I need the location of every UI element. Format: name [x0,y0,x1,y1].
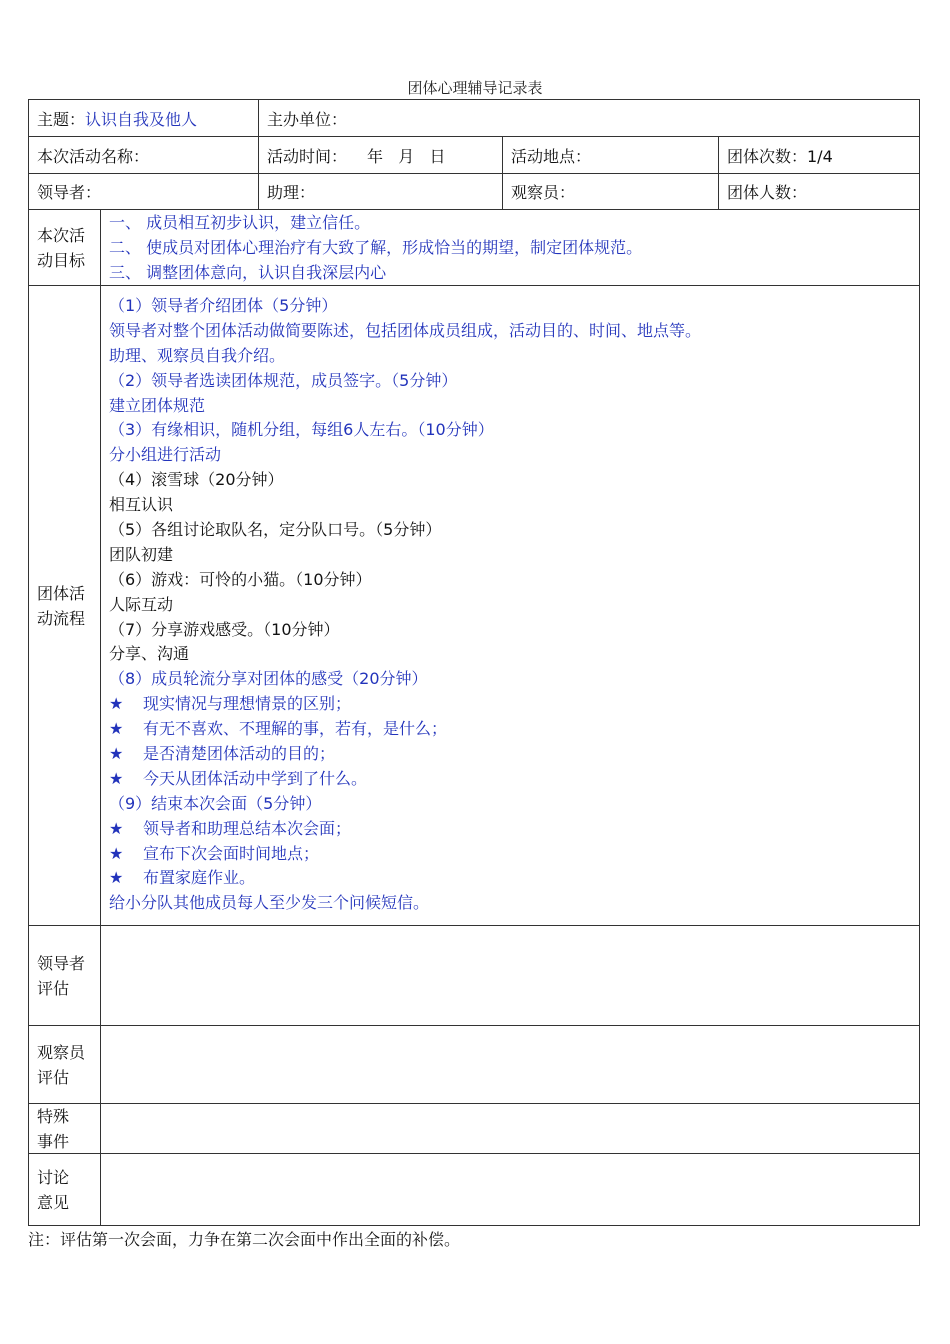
leader-eval-label: 领导者评估 [29,926,101,1025]
process-line-text: 是否清楚团体活动的目的； [143,744,336,764]
leader-eval-content[interactable] [101,926,919,1025]
process-line-text: 人际互动 [109,594,174,614]
assistant-label: 助理： [267,183,316,202]
process-line [109,593,911,618]
process-line [109,792,911,817]
process-line-text: 团队初建 [109,544,174,564]
process-line [109,891,911,916]
process-line [109,842,911,867]
header-row-people [28,173,920,209]
process-line-text: 现实情况与理想情景的区别； [143,694,352,714]
header-row-activity [28,136,920,173]
process-line-text: 有无不喜欢、不理解的事，若有，是什么； [143,719,448,739]
process-line-text: （6）游戏：可怜的小猫。（10分钟） [109,569,372,589]
activity-name-label: 本次活动名称： [37,146,150,166]
process-line-text: 宣布下次会面时间地点； [143,843,320,863]
time-cell [259,137,503,173]
process-line-text: 分小组进行活动 [109,445,222,465]
star-icon: ★ [109,744,124,764]
members-cell [719,174,919,209]
goals-content [101,210,919,285]
session-label: 团体次数：1/4 [727,146,833,166]
process-line-text: 今天从团体活动中学到了什么。 [143,768,368,788]
process-line-text: （8）成员轮流分享对团体的感受（20分钟） [109,669,428,689]
process-line [109,667,911,692]
observer-eval-row [28,1025,920,1103]
process-line [109,543,911,568]
star-icon: ★ [109,719,124,739]
table-bottom-border [28,1225,920,1226]
special-events-row [28,1103,920,1153]
special-events-label: 特殊事件 [29,1104,101,1153]
host-cell [259,100,919,136]
process-line-text: 领导者对整个团体活动做简要陈述，包括团体成员组成，活动目的、时间、地点等。 [109,320,702,340]
observer-cell [503,174,719,209]
process-line [109,618,911,643]
leader-label: 领导者： [37,183,102,202]
goals-label: 本次活动目标 [29,210,101,285]
goals-row [28,209,920,285]
footnote: 注：评估第一次会面，力争在第二次会面中作出全面的补偿。 [28,1230,461,1249]
session-cell [719,137,919,173]
star-icon: ★ [109,768,124,788]
process-line [109,717,911,742]
process-line-text: 给小分队其他成员每人至少发三个问候短信。 [109,893,430,913]
header-row-topic [28,99,920,136]
process-line [109,493,911,518]
goal-item: 一、 成员相互初步认识，建立信任。 [109,213,371,232]
process-line [109,468,911,493]
process-row [28,285,920,925]
process-line [109,294,911,319]
goal-item: 二、 使成员对团体心理治疗有大致了解，形成恰当的期望，制定团体规范。 [109,237,643,257]
leader-eval-row [28,925,920,1025]
discussion-label: 讨论意见 [29,1154,101,1226]
process-line-text: 建立团体规范 [109,395,206,415]
process-line [109,443,911,468]
process-line-text: （7）分享游戏感受。（10分钟） [109,619,340,639]
process-line [109,767,911,792]
special-events-content[interactable] [101,1104,919,1153]
process-line [109,817,911,842]
time-label: 活动时间： [267,146,348,166]
process-line [109,319,911,344]
observer-eval-label: 观察员评估 [29,1026,101,1103]
process-line [109,742,911,767]
process-content [101,286,919,925]
process-line-text: （2）领导者选读团体规范，成员签字。（5分钟） [109,370,458,390]
process-line-text: 助理、观察员自我介绍。 [109,345,286,365]
star-icon: ★ [109,694,124,714]
process-line-text: （1）领导者介绍团体（5分钟） [109,296,338,315]
discussion-content[interactable] [101,1154,919,1226]
discussion-row [28,1153,920,1226]
process-line [109,866,911,891]
topic-value: 认识自我及他人 [85,109,198,129]
time-value: 年 月 日 [367,146,446,166]
process-label: 团体活动流程 [29,286,101,925]
place-label: 活动地点： [511,146,592,166]
members-label: 团体人数： [727,183,808,202]
goal-item: 三、 调整团体意向，认识自我深层内心 [109,262,387,282]
assistant-cell [259,174,503,209]
document-title: 团体心理辅导记录表 [407,79,543,97]
star-icon: ★ [109,843,124,863]
process-line [109,518,911,543]
process-line-text: 相互认识 [109,495,174,515]
process-line-text: 布置家庭作业。 [143,868,256,888]
activity-name-cell [29,137,259,173]
star-icon: ★ [109,868,124,888]
process-line [109,344,911,369]
process-line-text: （9）结束本次会面（5分钟） [109,793,322,813]
place-cell [503,137,719,173]
star-icon: ★ [109,818,124,838]
process-line-text: （5）各组讨论取队名，定分队口号。（5分钟） [109,520,442,540]
process-line [109,394,911,419]
process-line [109,369,911,394]
observer-label: 观察员： [511,183,576,202]
leader-cell [29,174,259,209]
process-line [109,642,911,667]
observer-eval-content[interactable] [101,1026,919,1103]
topic-label: 主题： [37,109,86,129]
process-line [109,568,911,593]
process-line-text: （3）有缘相识，随机分组，每组6人左右。（10分钟） [109,420,494,440]
process-line-text: 分享、沟通 [109,644,190,664]
process-line-text: 领导者和助理总结本次会面； [143,818,352,838]
host-label: 主办单位： [267,109,348,129]
process-line-text: （4）滚雪球（20分钟） [109,470,284,490]
process-line [109,418,911,443]
process-line [109,692,911,717]
topic-cell [29,100,259,136]
